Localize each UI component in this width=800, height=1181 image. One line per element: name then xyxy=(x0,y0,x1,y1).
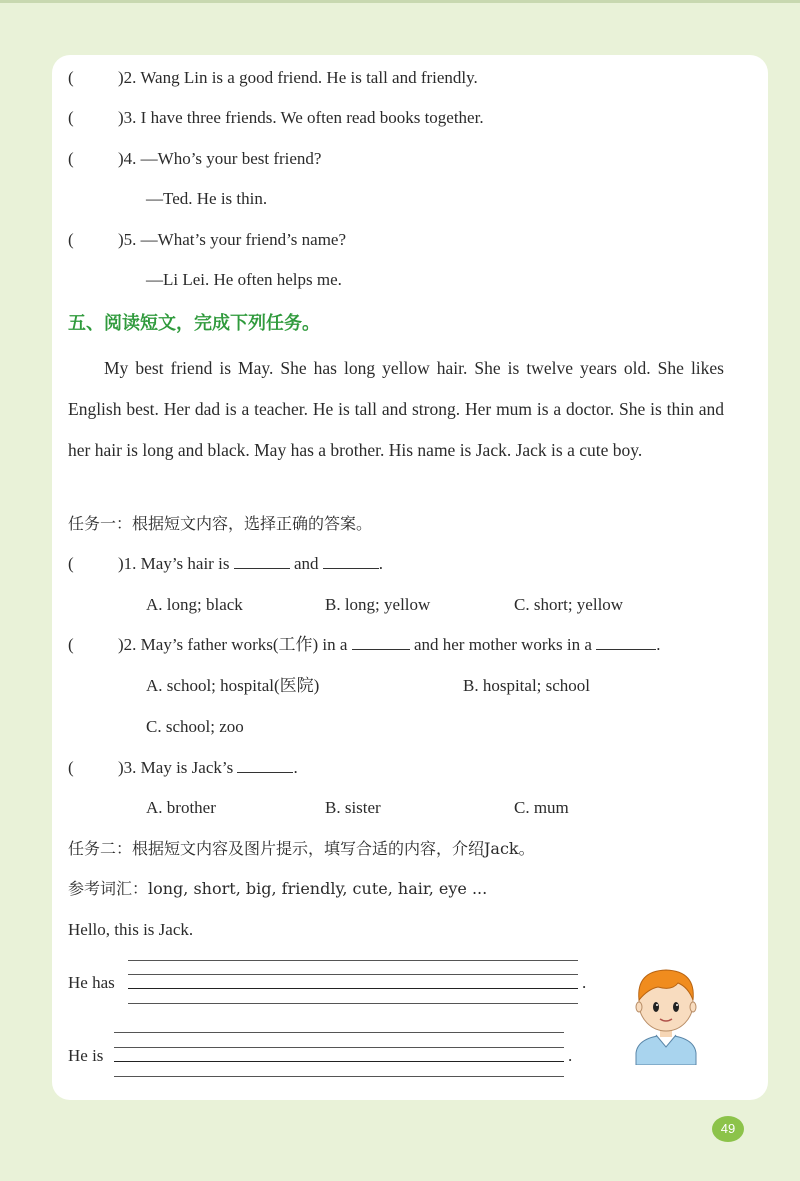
question-3: )3. I have three friends. We often read books together. xyxy=(118,108,484,127)
question-2: )2. Wang Lin is a good friend. He is tall and friendly. xyxy=(118,68,478,87)
writing-guide-line xyxy=(128,974,578,975)
answer-paren: ( xyxy=(68,108,74,127)
task1-question-2: )2. May’s father works(工作) in a and her mother works in a . xyxy=(118,635,661,654)
option-a: A. school; hospital(医院) xyxy=(146,676,320,695)
vocab-hint: 参考词汇：long, short, big, friendly, cute, hair, eye ... xyxy=(68,879,488,898)
option-a: A. brother xyxy=(146,798,216,817)
answer-paren: ( xyxy=(68,758,74,777)
top-rule xyxy=(0,0,800,3)
answer-paren: ( xyxy=(68,554,74,573)
answer-paren: ( xyxy=(68,230,74,249)
option-c: C. mum xyxy=(514,798,569,817)
task1-question-3: )3. May is Jack’s . xyxy=(118,758,298,777)
answer-paren: ( xyxy=(68,149,74,168)
he-has-label: He has xyxy=(68,973,115,992)
boy-illustration xyxy=(628,965,704,1065)
answer-paren: ( xyxy=(68,68,74,87)
option-b: B. sister xyxy=(325,798,381,817)
question-4: )4. —Who’s your best friend? xyxy=(118,149,322,168)
intro-line: Hello, this is Jack. xyxy=(68,920,194,939)
option-c: C. short; yellow xyxy=(514,595,624,614)
fill-blank[interactable] xyxy=(323,554,379,569)
question-5: )5. —What’s your friend’s name? xyxy=(118,230,347,249)
period: . xyxy=(568,1046,573,1065)
fill-blank[interactable] xyxy=(237,758,293,773)
writing-guide-line xyxy=(128,1003,578,1004)
writing-answer-line[interactable] xyxy=(128,988,578,989)
period: . xyxy=(582,973,587,992)
answer-paren: ( xyxy=(68,635,74,654)
option-c: C. school; zoo xyxy=(146,717,244,736)
fill-blank[interactable] xyxy=(234,554,290,569)
option-a: A. long; black xyxy=(146,595,243,614)
writing-guide-line xyxy=(114,1076,564,1077)
fill-blank[interactable] xyxy=(596,635,656,650)
question-4-reply: —Ted. He is thin. xyxy=(146,189,268,208)
writing-answer-line[interactable] xyxy=(114,1061,564,1062)
writing-guide-line xyxy=(128,960,578,961)
option-b: B. hospital; school xyxy=(463,676,591,695)
task-2-title: 任务二：根据短文内容及图片提示，填写合适的内容，介绍Jack。 xyxy=(68,839,535,858)
task-1-title: 任务一：根据短文内容，选择正确的答案。 xyxy=(68,514,373,533)
writing-guide-line xyxy=(114,1047,564,1048)
option-b: B. long; yellow xyxy=(325,595,431,614)
question-5-reply: —Li Lei. He often helps me. xyxy=(146,270,342,289)
task1-question-1: )1. May’s hair is and . xyxy=(118,554,383,573)
reading-passage: My best friend is May. She has long yellow hair. She is twelve years old. She likes English best. Her dad is a teacher. He is tall and strong. Her mum is a doctor. She is thin and her hair is long and black. May has a brother. His name is Jack. Jack is a cute boy. xyxy=(68,358,724,460)
fill-blank[interactable] xyxy=(352,635,410,650)
worksheet-card xyxy=(52,55,768,1100)
section-5-title: 五、阅读短文，完成下列任务。 xyxy=(68,313,320,334)
writing-guide-line xyxy=(114,1032,564,1033)
page-number: 49 xyxy=(712,1116,744,1142)
he-is-label: He is xyxy=(68,1046,104,1065)
